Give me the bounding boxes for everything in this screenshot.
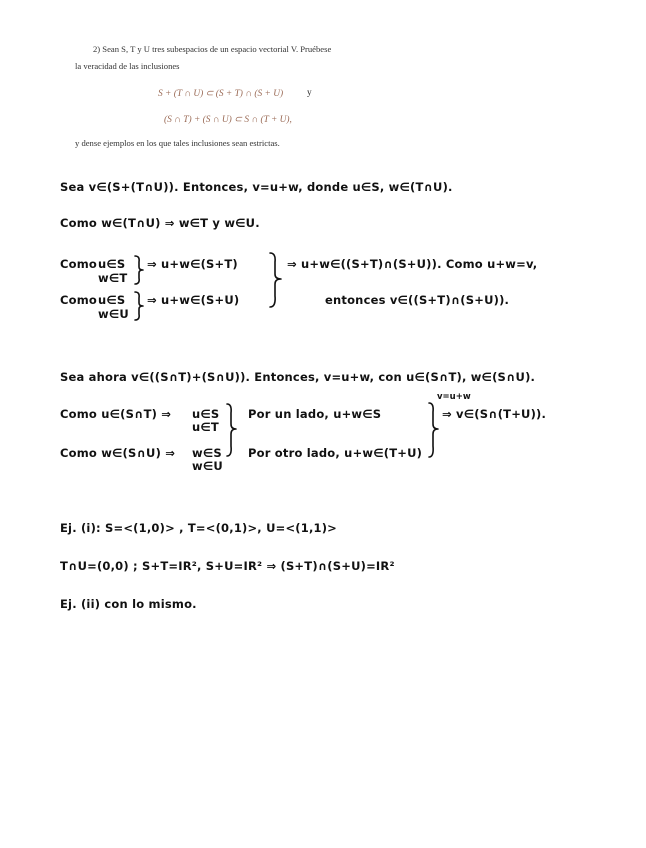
part1-case-a-result: ⇒ u+w∈(S+T): [147, 257, 238, 271]
problem-line-2: la veracidad de las inclusiones: [75, 61, 180, 71]
part2-row-a-left: Como u∈(S∩T) ⇒: [60, 407, 172, 421]
part1-case-b-result: ⇒ u+w∈(S+U): [147, 293, 240, 307]
part1-case-b-line2: w∈U: [98, 307, 129, 321]
brace-large-1: [268, 252, 284, 308]
example-2: Ej. (ii) con lo mismo.: [60, 597, 197, 611]
part2-over-arrow-label: v=u+w: [437, 392, 471, 402]
part1-intro: Sea v∈(S+(T∩U)). Entonces, v=u+w, donde u∈S, w∈(T∩U).: [60, 180, 453, 194]
problem-line-3: y dense ejemplos en los que tales inclusiones sean estrictas.: [75, 138, 280, 148]
part1-case-a-como: Como: [60, 257, 98, 271]
formula-2: (S ∩ T) + (S ∩ U) ⊂ S ∩ (T + U),: [164, 115, 292, 125]
part2-result: ⇒ v∈(S∩(T+U)).: [442, 407, 547, 421]
example-1: Ej. (i): S=<(1,0)> , T=<(0,1)>, U=<(1,1)>: [60, 521, 338, 535]
part1-case-b-line1: u∈S: [98, 293, 126, 307]
example-1-line-2: T∩U=(0,0) ; S+T=IR², S+U=IR² ⇒ (S+T)∩(S+U)=IR²: [60, 559, 395, 573]
part2-intro: Sea ahora v∈((S∩T)+(S∩U)). Entonces, v=u+w, con u∈(S∩T), w∈(S∩U).: [60, 370, 536, 384]
brace-small-2: [133, 291, 145, 321]
part2-row-a-line1: u∈S: [192, 407, 220, 421]
part2-row-b-mid: Por otro lado, u+w∈(T+U): [248, 446, 423, 460]
problem-line-1: 2) Sean S, T y U tres subespacios de un espacio vectorial V. Pruébese: [93, 44, 332, 54]
part2-row-a-mid: Por un lado, u+w∈S: [248, 407, 382, 421]
brace-mid-left: [225, 403, 239, 457]
part1-case-a-line1: u∈S: [98, 257, 126, 271]
formula-1-conjunction: y: [307, 88, 312, 98]
part1-como-statement: Como w∈(T∩U) ⇒ w∈T y w∈U.: [60, 216, 260, 230]
part2-row-b-line1: w∈S: [192, 446, 222, 460]
brace-mid-right: [427, 402, 441, 458]
part2-row-b-left: Como w∈(S∩U) ⇒: [60, 446, 176, 460]
part1-case-b-como: Como: [60, 293, 98, 307]
part1-conclusion-1: ⇒ u+w∈((S+T)∩(S+U)). Como u+w=v,: [287, 257, 538, 271]
part2-row-a-line2: u∈T: [192, 420, 219, 434]
brace-small-1: [133, 255, 145, 285]
part1-conclusion-2: entonces v∈((S+T)∩(S+U)).: [325, 293, 510, 307]
part1-case-a-line2: w∈T: [98, 271, 128, 285]
formula-1: S + (T ∩ U) ⊂ (S + T) ∩ (S + U): [158, 89, 284, 99]
part2-row-b-line2: w∈U: [192, 459, 223, 473]
